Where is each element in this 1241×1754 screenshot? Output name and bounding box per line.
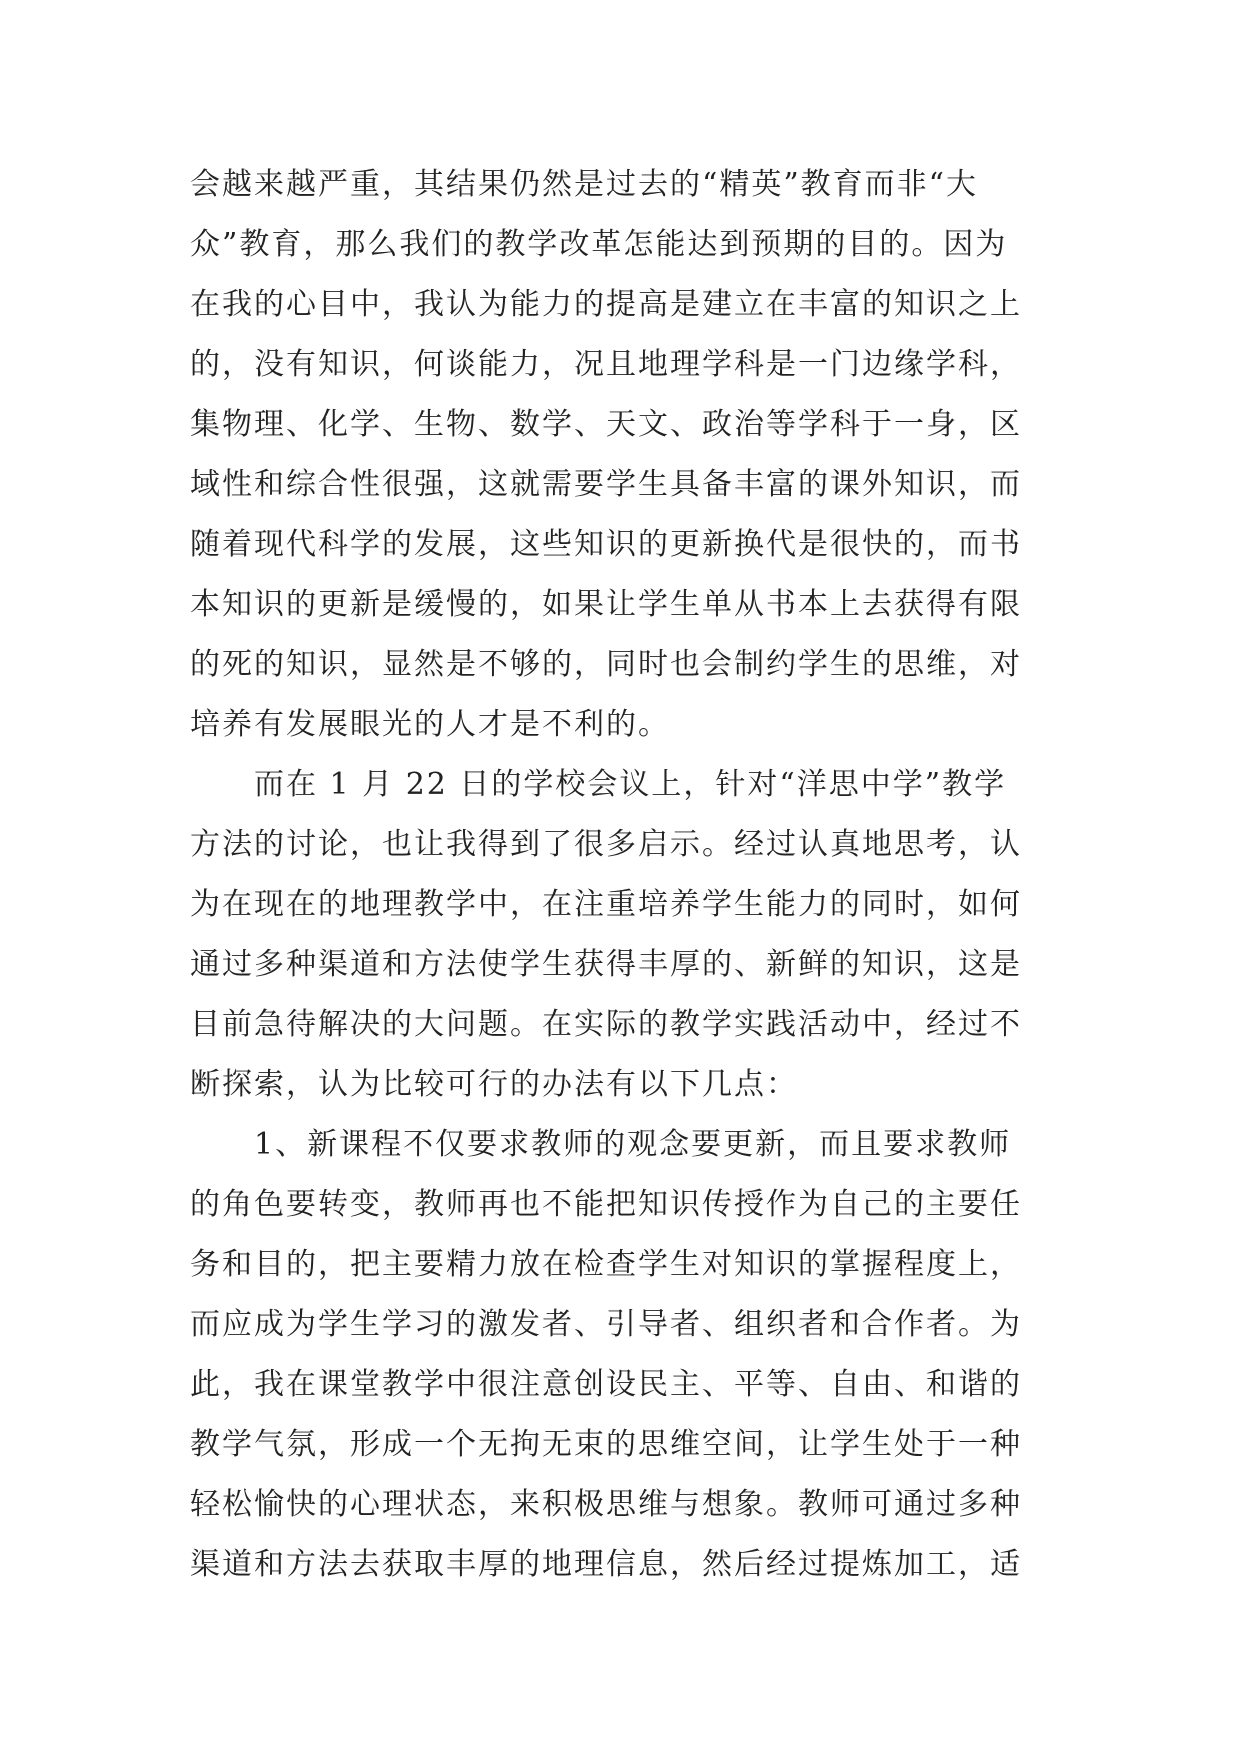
text-line: 目前急待解决的大问题。在实际的教学实践活动中，经过不 [190, 1007, 1022, 1042]
text-line: 而在 1 月 22 日的学校会议上，针对“洋思中学”教学 [190, 767, 1007, 802]
text-line: 在我的心目中，我认为能力的提高是建立在丰富的知识之上 [190, 287, 1022, 322]
text-line: 域性和综合性很强，这就需要学生具备丰富的课外知识，而 [190, 467, 1022, 502]
text-line: 的，没有知识，何谈能力，况且地理学科是一门边缘学科， [190, 347, 1022, 382]
text-line: 通过多种渠道和方法使学生获得丰厚的、新鲜的知识，这是 [190, 947, 1022, 982]
text-line: 而应成为学生学习的激发者、引导者、组织者和合作者。为 [190, 1307, 1022, 1342]
text-line: 为在现在的地理教学中，在注重培养学生能力的同时，如何 [190, 887, 1022, 922]
text-line: 轻松愉快的心理状态，来积极思维与想象。教师可通过多种 [190, 1487, 1022, 1522]
text-line: 教学气氛，形成一个无拘无束的思维空间，让学生处于一种 [190, 1427, 1022, 1462]
text-line: 渠道和方法去获取丰厚的地理信息，然后经过提炼加工，适 [190, 1547, 1022, 1582]
text-line: 的角色要转变，教师再也不能把知识传授作为自己的主要任 [190, 1187, 1022, 1222]
text-line: 培养有发展眼光的人才是不利的。 [190, 707, 670, 742]
text-line: 众”教育，那么我们的教学改革怎能达到预期的目的。因为 [190, 227, 1008, 262]
text-line: 的死的知识，显然是不够的，同时也会制约学生的思维，对 [190, 647, 1022, 682]
text-line: 此，我在课堂教学中很注意创设民主、平等、自由、和谐的 [190, 1367, 1022, 1402]
text-line: 方法的讨论，也让我得到了很多启示。经过认真地思考，认 [190, 827, 1022, 862]
text-line: 1、新课程不仅要求教师的观念要更新，而且要求教师 [190, 1127, 1012, 1162]
text-line: 断探索，认为比较可行的办法有以下几点： [190, 1067, 798, 1102]
text-line: 务和目的，把主要精力放在检查学生对知识的掌握程度上， [190, 1247, 1022, 1282]
text-line: 会越来越严重，其结果仍然是过去的“精英”教育而非“大 [190, 167, 979, 202]
text-line: 本知识的更新是缓慢的，如果让学生单从书本上去获得有限 [190, 587, 1022, 622]
body-text [190, 155, 1052, 1595]
text-line: 随着现代科学的发展，这些知识的更新换代是很快的，而书 [190, 527, 1022, 562]
text-line: 集物理、化学、生物、数学、天文、政治等学科于一身，区 [190, 407, 1022, 442]
